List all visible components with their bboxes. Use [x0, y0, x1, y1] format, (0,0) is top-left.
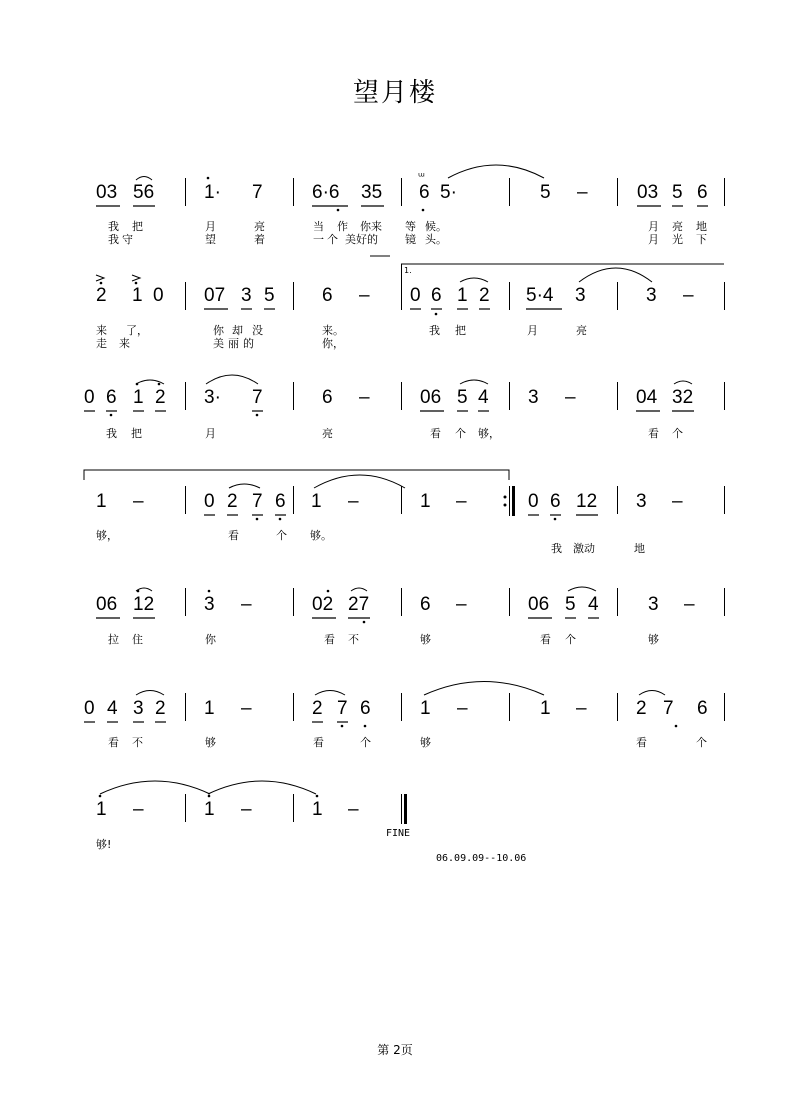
note: 1: [133, 387, 144, 408]
note: –: [456, 594, 467, 615]
note: 5: [540, 182, 551, 203]
note: –: [672, 491, 683, 512]
note: –: [348, 799, 359, 820]
note: 2: [312, 698, 323, 719]
lyric: 你来: [360, 220, 382, 233]
lyric: 月: [648, 233, 659, 246]
lyric: 你，: [322, 337, 344, 350]
note: 1: [420, 491, 431, 512]
note: 4: [478, 387, 489, 408]
note: 6: [697, 182, 708, 203]
note: 3: [575, 285, 586, 306]
system-7: [0, 778, 790, 868]
lyric: 地: [634, 542, 645, 555]
note: 0: [84, 698, 95, 719]
note: 4: [588, 594, 599, 615]
lyric: 没: [252, 324, 263, 337]
volta-bracket: [84, 470, 509, 480]
note: 0: [204, 491, 215, 512]
note: 1: [457, 285, 468, 306]
note: 3·: [204, 387, 221, 408]
note: –: [133, 799, 144, 820]
lyric: 个: [565, 633, 576, 646]
note: 7: [252, 387, 263, 408]
system-1: [0, 170, 790, 250]
lyric: 却: [232, 324, 243, 337]
lyric: 丽: [228, 337, 239, 350]
lyric: 来。: [322, 324, 344, 337]
lyric: 个: [696, 736, 707, 749]
note: 02: [312, 594, 334, 615]
lyric: 我: [106, 427, 117, 440]
system-4: [0, 468, 790, 558]
page-number: 第 2页: [377, 1043, 413, 1057]
note: 4: [107, 698, 118, 719]
note: 2: [155, 698, 166, 719]
note: 5: [457, 387, 468, 408]
lyric: 个: [360, 736, 371, 749]
note: 1: [311, 491, 322, 512]
note: 0: [84, 387, 95, 408]
note: 5: [672, 182, 683, 203]
dot: [341, 725, 678, 728]
lyric: 看: [228, 529, 239, 542]
note: 12: [133, 594, 155, 615]
note: 06: [96, 594, 118, 615]
note: 1: [204, 799, 215, 820]
lyric: 地: [696, 220, 707, 233]
note: 2: [155, 387, 166, 408]
dot: [99, 795, 319, 798]
note: 3: [204, 594, 215, 615]
note: 2: [227, 491, 238, 512]
note: 6: [550, 491, 561, 512]
page-title: 望月楼: [352, 78, 437, 108]
lyric: 够，: [96, 529, 118, 542]
lyric: 我: [108, 233, 119, 246]
note: 3: [636, 491, 647, 512]
system-5: [0, 578, 790, 648]
note: 1: [204, 698, 215, 719]
lyric: 看: [313, 736, 324, 749]
note: –: [684, 594, 695, 615]
lyric: 光: [672, 233, 683, 246]
lyric: 把: [132, 220, 143, 233]
lyric: 亮: [672, 220, 683, 233]
note: 6: [419, 182, 430, 203]
lyric: 个: [327, 233, 338, 246]
lyric: 个: [276, 529, 287, 542]
lyric: 把: [131, 427, 142, 440]
note: –: [359, 285, 370, 306]
volta-label: 1.: [404, 266, 412, 275]
lyric: 月: [527, 324, 538, 337]
note: 04: [636, 387, 658, 408]
slur: [136, 375, 692, 384]
lyric: 了，: [126, 324, 148, 337]
note: 7: [252, 182, 263, 203]
note: 5: [264, 285, 275, 306]
lyric: 亮: [254, 220, 265, 233]
note: 1: [312, 799, 323, 820]
note: 3: [241, 285, 252, 306]
note: 6: [275, 491, 286, 512]
lyric: 来: [119, 337, 130, 350]
note: 3: [133, 698, 144, 719]
note: 56: [133, 182, 155, 203]
note: 2: [636, 698, 647, 719]
lyric: 守: [122, 233, 133, 246]
note: 5·: [440, 182, 457, 203]
lyric: 走: [96, 337, 107, 350]
note: –: [359, 387, 370, 408]
lyric: 着: [254, 233, 265, 246]
slur: [136, 165, 544, 180]
lyric: 个: [455, 427, 466, 440]
lyric: 把: [455, 324, 466, 337]
note: 0: [153, 285, 164, 306]
note: –: [241, 799, 252, 820]
note: 35: [361, 182, 383, 203]
note: 1·: [204, 182, 221, 203]
note: –: [456, 491, 467, 512]
note: –: [565, 387, 576, 408]
lyric: 我: [108, 220, 119, 233]
lyric: 我: [551, 542, 562, 555]
lyric: 等: [405, 220, 416, 233]
lyric: 月: [648, 220, 659, 233]
note: 03: [96, 182, 118, 203]
lyric: 望: [205, 233, 216, 246]
note: 7: [252, 491, 263, 512]
lyric: 住: [132, 633, 143, 646]
note: 6·6: [312, 182, 340, 203]
note: 5: [565, 594, 576, 615]
note: 1: [420, 698, 431, 719]
lyric: 够: [420, 736, 431, 749]
slur: [229, 475, 405, 488]
note: 2: [96, 285, 107, 306]
lyric: 够: [420, 633, 431, 646]
dot: [100, 282, 438, 316]
note: 7: [337, 698, 348, 719]
note: 6: [420, 594, 431, 615]
lyric: 激动: [573, 542, 595, 555]
lyric: 月: [205, 427, 216, 440]
note: –: [241, 698, 252, 719]
note: 12: [576, 491, 598, 512]
note: –: [241, 594, 252, 615]
note: 06: [420, 387, 442, 408]
lyric: 的: [243, 337, 254, 350]
note: 3: [528, 387, 539, 408]
lyric: 亮: [576, 324, 587, 337]
note: 0: [528, 491, 539, 512]
dot: [110, 383, 259, 417]
note: 0: [410, 285, 421, 306]
note: 6: [360, 698, 371, 719]
lyric: 够，: [478, 427, 500, 440]
note: 5·4: [526, 285, 554, 306]
system-6: [0, 678, 790, 758]
lyric: 作: [337, 220, 348, 233]
lyric: 够: [205, 736, 216, 749]
lyric: 拉: [108, 633, 119, 646]
lyric: 够!: [96, 838, 112, 851]
notation-marks: [0, 468, 790, 558]
note: 32: [672, 387, 694, 408]
note: –: [576, 698, 587, 719]
slur: [136, 682, 665, 696]
note: –: [457, 698, 468, 719]
system-3: [0, 372, 790, 442]
lyric: 当: [313, 220, 324, 233]
lyric: 够: [648, 633, 659, 646]
lyric: 不: [132, 736, 143, 749]
lyric: 看: [636, 736, 647, 749]
notation-marks: [0, 778, 790, 868]
slur: [460, 268, 652, 282]
lyric: 不: [348, 633, 359, 646]
lyric: 一: [313, 233, 324, 246]
lyric: 看: [324, 633, 335, 646]
slur: [136, 587, 596, 591]
note: 1: [96, 491, 107, 512]
lyric: 看: [430, 427, 441, 440]
note: 6: [431, 285, 442, 306]
lyric: 个: [672, 427, 683, 440]
lyric: 看: [648, 427, 659, 440]
trill-icon: ᵚ: [418, 170, 425, 183]
fine-marking: FINE: [386, 828, 411, 839]
note: 27: [348, 594, 370, 615]
note: 06: [528, 594, 550, 615]
lyric: 美好的: [345, 233, 378, 246]
note: 03: [637, 182, 659, 203]
lyric: 候。: [425, 220, 447, 233]
date-stamp: 06.09.09--10.06: [436, 853, 527, 864]
system-2: [0, 262, 790, 352]
note: –: [683, 285, 694, 306]
lyric: 来: [96, 324, 107, 337]
note: 6: [697, 698, 708, 719]
note: 6: [322, 387, 333, 408]
note: –: [348, 491, 359, 512]
note: 2: [479, 285, 490, 306]
accent-icon: [96, 275, 140, 281]
note: –: [577, 182, 588, 203]
lyric: 下: [696, 233, 707, 246]
lyric: 美: [213, 337, 224, 350]
note: 1: [96, 799, 107, 820]
lyric: 看: [540, 633, 551, 646]
lyric: 你: [213, 324, 224, 337]
lyric: 你: [205, 633, 216, 646]
note: 1: [540, 698, 551, 719]
lyric: 月: [205, 220, 216, 233]
dot: [256, 496, 557, 521]
lyric: 看: [108, 736, 119, 749]
note: 3: [648, 594, 659, 615]
note: 3: [646, 285, 657, 306]
lyric: 镜: [405, 233, 416, 246]
note: 07: [204, 285, 226, 306]
lyric: 我: [429, 324, 440, 337]
note: 6: [322, 285, 333, 306]
note: 7: [663, 698, 674, 719]
note: 6: [106, 387, 117, 408]
note: 1: [132, 285, 143, 306]
lyric: 头。: [425, 233, 447, 246]
slur: [100, 781, 316, 794]
lyric: 亮: [322, 427, 333, 440]
lyric: 够。: [310, 529, 332, 542]
note: –: [133, 491, 144, 512]
